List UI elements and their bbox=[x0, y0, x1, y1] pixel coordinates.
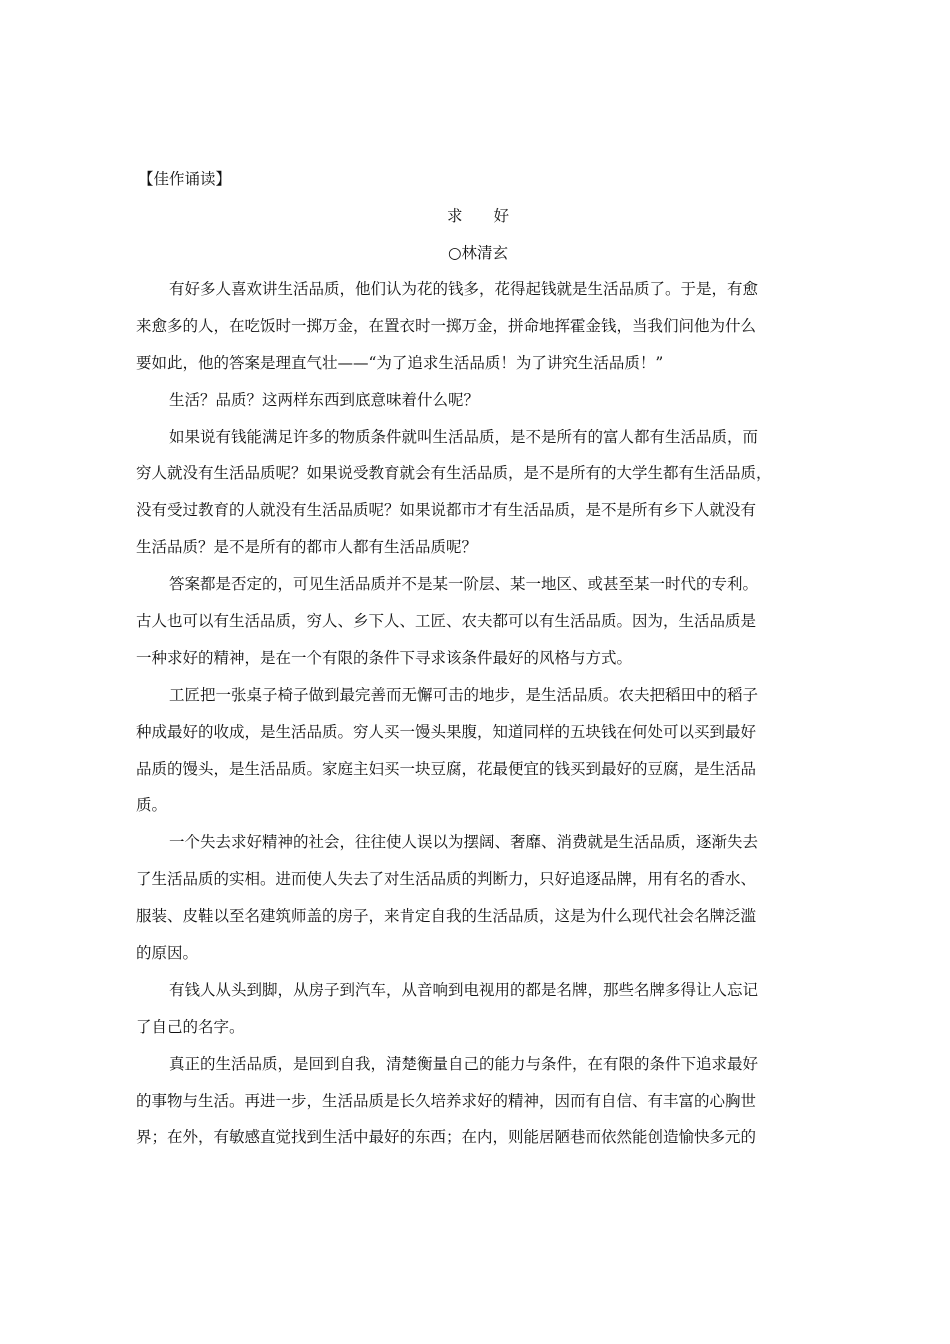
paragraph-line: 要如此，他的答案是理直气壮——“为了追求生活品质！为了讲究生活品质！” bbox=[136, 353, 664, 372]
paragraph-line: 如果说有钱能满足许多的物质条件就叫生活品质，是不是所有的富人都有生活品质，而 bbox=[169, 427, 759, 446]
paragraph-line: 的原因。 bbox=[136, 944, 199, 963]
paragraph bbox=[136, 824, 820, 972]
paragraph-line: 有钱人从头到脚，从房子到汽车，从音响到电视用的都是名牌，那些名牌多得让人忘记 bbox=[169, 980, 759, 999]
paragraph-line: 真正的生活品质，是回到自我，清楚衡量自己的能力与条件，在有限的条件下追求最好 bbox=[169, 1054, 759, 1073]
paragraph-line: 了生活品质的实相。进而使人失去了对生活品质的判断力，只好追逐品牌，用有名的香水、 bbox=[136, 870, 757, 889]
paragraph-line: 生活品质？是不是所有的都市人都有生活品质呢？ bbox=[136, 538, 478, 557]
paragraph bbox=[136, 566, 820, 677]
paragraph bbox=[136, 419, 820, 567]
paragraph-line: 穷人就没有生活品质呢？如果说受教育就会有生活品质，是不是所有的大学生都有生活品质， bbox=[136, 464, 772, 483]
article-title: 求 好 bbox=[446, 207, 509, 225]
paragraph-line: 了自己的名字。 bbox=[136, 1017, 245, 1036]
paragraph-line: 界；在外，有敏感直觉找到生活中最好的东西；在内，则能居陋巷而依然能创造愉快多元的 bbox=[136, 1128, 757, 1147]
paragraph-line: 品质的馒头，是生活品质。家庭主妇买一块豆腐，花最便宜的钱买到最好的豆腐，是生活品 bbox=[136, 759, 757, 778]
paragraph bbox=[136, 271, 820, 382]
paragraph-line: 来愈多的人，在吃饭时一掷万金，在置衣时一掷万金，拼命地挥霍金钱，当我们问他为什么 bbox=[136, 316, 757, 335]
paragraph-line: 答案都是否定的，可见生活品质并不是某一阶层、某一地区、或甚至某一时代的专利。 bbox=[169, 575, 759, 594]
paragraph-line: 一种求好的精神，是在一个有限的条件下寻求该条件最好的风格与方式。 bbox=[136, 648, 633, 667]
paragraph-line: 有好多人喜欢讲生活品质，他们认为花的钱多，花得起钱就是生活品质了。于是，有愈 bbox=[169, 280, 759, 298]
paragraph-line: 质。 bbox=[136, 796, 168, 815]
article-body bbox=[136, 160, 820, 1156]
paragraph-line: 没有受过教育的人就没有生活品质呢？如果说都市才有生活品质，是不是所有乡下人就没有 bbox=[136, 501, 757, 520]
paragraph-line: 生活？品质？这两样东西到底意味着什么呢？ bbox=[169, 390, 480, 409]
paragraph bbox=[136, 972, 820, 1046]
paragraph-line: 服装、皮鞋以至名建筑师盖的房子，来肯定自我的生活品质，这是为什么现代社会名牌泛滥 bbox=[136, 907, 757, 926]
paragraph-line: 古人也可以有生活品质，穷人、乡下人、工匠、农夫都可以有生活品质。因为，生活品质是 bbox=[136, 612, 757, 631]
paragraph-line: 一个失去求好精神的社会，往往使人误以为摆阔、奢靡、消费就是生活品质，逐渐失去 bbox=[169, 833, 759, 852]
article-author: ○林清玄 bbox=[447, 244, 509, 262]
paragraph bbox=[136, 382, 820, 419]
paragraph-line: 工匠把一张桌子椅子做到最完善而无懈可击的地步，是生活品质。农夫把稻田中的稻子 bbox=[169, 685, 759, 704]
paragraph bbox=[136, 677, 820, 825]
paragraph-line: 的事物与生活。再进一步，生活品质是长久培养求好的精神，因而有自信、有丰富的心胸世 bbox=[136, 1091, 757, 1110]
paragraph-line: 种成最好的收成，是生活品质。穷人买一馒头果腹，知道同样的五块钱在何处可以买到最好 bbox=[136, 722, 757, 741]
paragraph bbox=[136, 1046, 820, 1157]
paragraph-list bbox=[136, 271, 820, 1156]
section-label: 【佳作诵读】 bbox=[138, 170, 232, 188]
